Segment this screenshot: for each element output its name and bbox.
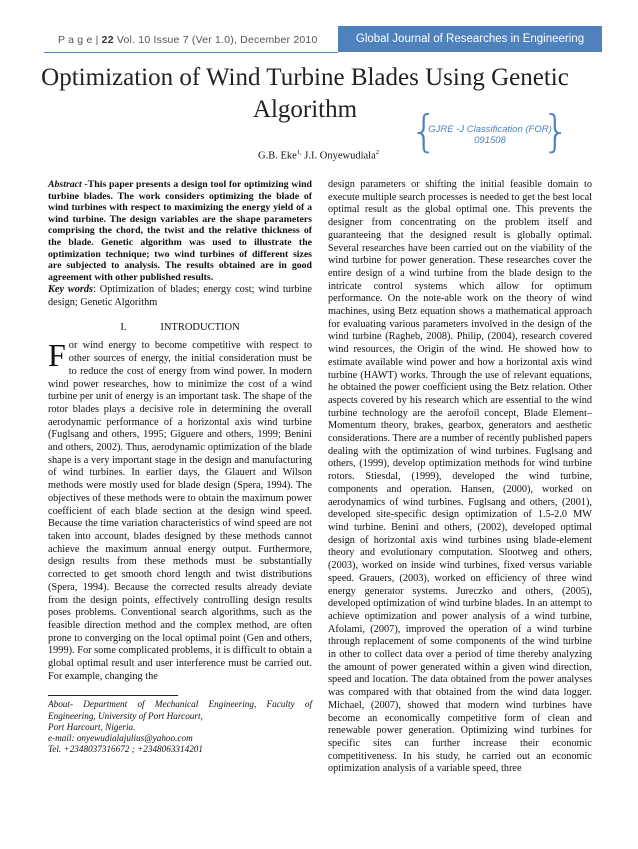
author-2: J.I. Onyewudiala xyxy=(301,150,376,162)
section-number: I. xyxy=(120,321,127,333)
footnote-phone: Tel. +2348037316672 ; +2348063314201 xyxy=(48,744,203,755)
abstract xyxy=(48,179,312,283)
authors xyxy=(258,149,379,162)
right-column xyxy=(328,179,592,776)
left-column xyxy=(48,179,312,755)
intro-text: or wind energy to become competitive with respect to other sources of energy, the initial consideration must be to reduce the cost of energy from wind power. In modern wind power researches, how to minimize the cost of a wind turbine per unit of energy is an important task. The shape of the rotor blades plays a decisive role in determining the overall aerodynamic performance of a horizontal axis wind turbine (Fuglsang and others, 1995; Giguere and others, 1999; Benini and others, 2002). Thus, aerodynamic optimization of the blade shape is a very important stage in the design and manufacturing of wind turbines. In earlier days, the Glauert and Wilson methods were mostly used for blade design (Spera, 1994). The objectives of these methods were to obtain the maximum power coefficient of each blade section at the design wind speed. Because the time variation characteristics of wind speed are not taken into account, blades designed by these methods cannot achieve the maximum annual energy output. Furthermore, design results from these methods must be substantially corrected to get smooth chord length and twist distributions (Spera, 1994). Because the corrected results already deviate from the design points, effectively controlling design results poses problems. Conventional search algorithms, such as the feasible direction method and the complex method, are often prone to converging on the local optimal point (Gen and others, 1999). For some complicated problems, it is difficult to obtain a global optimal result and user interference must be carried out. For example, changing the xyxy=(48,340,312,682)
author-1-affil: 1, xyxy=(296,149,302,156)
author-2-affil: 2 xyxy=(375,149,379,156)
abstract-label: Abstract - xyxy=(48,179,88,190)
classification-text xyxy=(428,124,552,146)
intro-paragraph xyxy=(48,337,312,683)
paper-title: Optimization of Wind Turbine Blades Using Genetic Algorithm xyxy=(41,64,569,123)
keywords xyxy=(48,284,312,309)
footnote-location: Port Harcourt, Nigeria. xyxy=(48,721,136,732)
page-header xyxy=(58,34,317,46)
header-rule xyxy=(44,52,338,53)
keywords-label: Key words xyxy=(48,284,94,296)
right-column-text: design parameters or shifting the initial feasible domain to execute multiple search processes is needed to get the best local optimal result as the global optimal one. This prevents the designer from concentrating on the problem itself and guaranteeing that the designed result is globally optimal. Several researches have been carried out on the viability of the wind turbine for power generation. These researches cover the entire design of a wind turbine from the blade design to the intricate control systems which allow for optimum performance. On the note-able work on the theory of wind machines, using Betz equation shows a mathematical approach for evaluating various parameters involved in the design of the wind turbine (Ragheb, 2008). Philip, (2004), research covered wind resources, the Origin of the wind. He showed how to estimate available wind power and how a horizontal axis wind turbine (HAWT) works. Through the use of relevant equations, he obtained the power coefficient using the Betz relation. Other aspects covered by his research which are essential to the wind turbine technology are the aerofoil concept, Blade Element–Momentum theory, brakes, gearbox, generators and aesthetic considerations. There are a number of recently published papers dealing with the optimization of wind turbines. Fuglsang and others, (1999), develop optimization methods for wind turbine rotors. Stiesdal, (1999), developed the wind turbine, components and operation. Hansen, (2000), worked on aerodynamics of wind turbines. Fuglsang and others, (2001), developed site-specific design optimization of 1.5-2.0 MW wind turbine. Benini and others, (2002), developed optimal design of horizontal axis wind turbines using blade-element theory and evolutionary computation. Slootweg and others, (2003), worked on inside wind turbines, fixed versus variable speed. Grauers, (2003), worked on efficiency of three wind energy generator systems. Jureczko and others, (2005), developed optimization of wind turbine blades. In an attempt to achieve optimization and power analysis of a wind turbine, Afolami, (2007), improved the operation of a wind turbine through replacement of some components of the wind turbine in other to collect data over a period of time thereby analyzing the amount of power generated within a given wind direction, speed and location. The data obtained from the power analyses was compared with that obtained from the wind data logger. Michael, (2007), showed that modern wind turbines have become an economically competitive form of clean and renewable power generation. Optimizing wind turbines for specific sites can further increase their economic competitiveness. In his study, he carried out an economic optimization analysis of a variable speed, three xyxy=(328,179,592,775)
page-number: 22 xyxy=(101,34,114,46)
keywords-text: : Optimization of blades; energy cost; wind turbine design; Genetic Algorithm xyxy=(48,284,312,309)
footnote-rule xyxy=(48,695,178,696)
classification-box xyxy=(410,106,570,160)
classification-number: 091508 xyxy=(474,135,506,146)
right-brace-icon: } xyxy=(542,106,570,157)
section-heading xyxy=(48,322,312,335)
footnote xyxy=(48,699,312,755)
dropcap-letter: F xyxy=(48,337,66,374)
journal-banner: Global Journal of Researches in Engineering xyxy=(338,26,602,52)
footnote-email: e-mail: onyewudialajulius@yahoo.com xyxy=(48,733,193,744)
page-label: P a g e | xyxy=(58,34,99,46)
footnote-affiliation: About- Department of Mechanical Engineering, Faculty of Engineering, University of Port Harcourt, xyxy=(48,699,312,721)
volume-info: Vol. 10 Issue 7 (Ver 1.0), December 2010 xyxy=(116,34,318,46)
left-brace-icon: { xyxy=(410,106,438,157)
section-title: INTRODUCTION xyxy=(160,321,240,333)
abstract-text: This paper presents a design tool for optimizing wind turbine blades. The work considers optimizing the blade of wind turbines with respect to maximizing the energy yield of a wind turbine. The design variables are the shape parameters comprising the chord, the twist and the relative thickness of the blade. Genetic algorithm was used to illustrate the optimization technique; two wind turbines of different sizes are subjected to analysis. The results obtained are in good agreement with other published results. xyxy=(48,179,312,283)
author-1: G.B. Eke xyxy=(258,150,297,162)
classification-code: GJRE -J Classification (FOR) xyxy=(428,124,552,135)
